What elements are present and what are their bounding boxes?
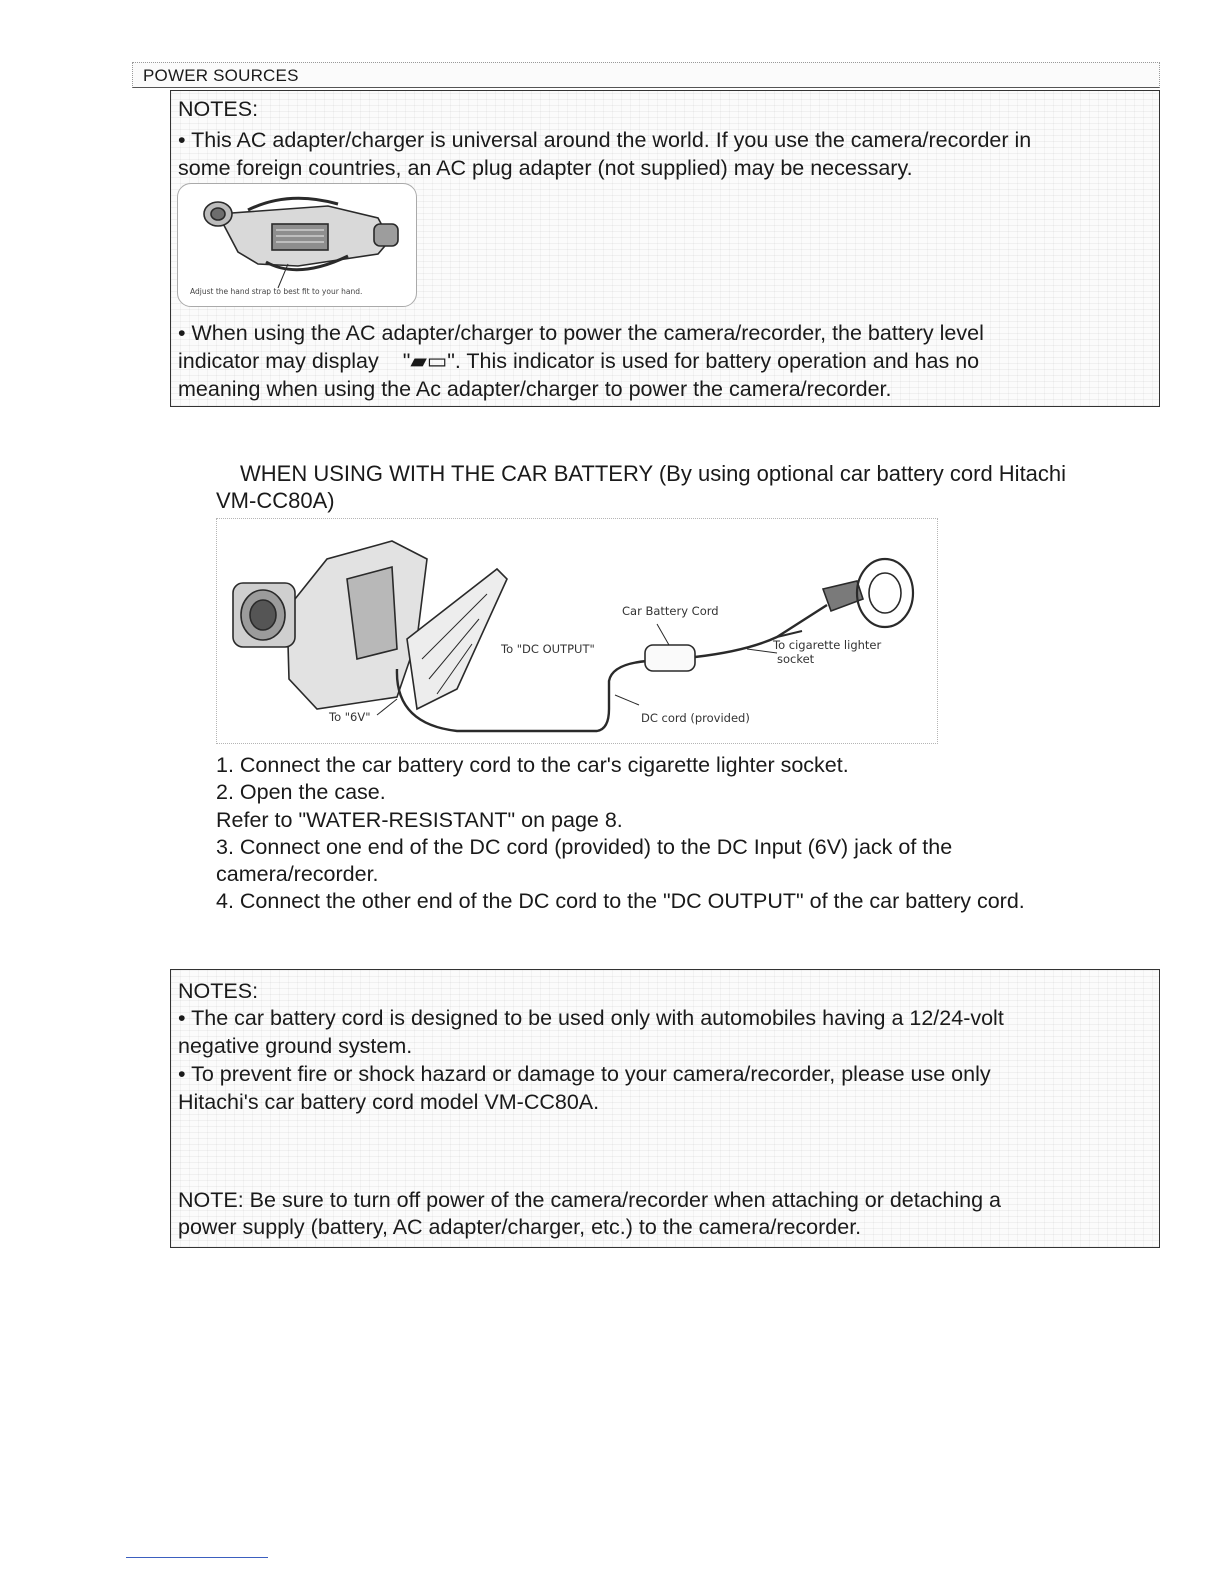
- notes-title: NOTES:: [178, 97, 259, 121]
- camcorder-hand-strap-illustration: [177, 183, 417, 307]
- step-item: 4. Connect the other end of the DC cord to the "DC OUTPUT" of the car battery cord.: [216, 889, 1025, 914]
- note-text: indicator may display: [178, 349, 385, 373]
- label-to-6v: To "6V": [329, 710, 371, 724]
- notes-title: NOTES:: [178, 979, 259, 1003]
- heading-line: WHEN USING WITH THE CAR BATTERY (By using optional car battery cord Hitachi: [240, 461, 1067, 486]
- connection-steps: [216, 752, 1166, 916]
- notes-box-ac-adapter: [170, 90, 1160, 407]
- label-to-cigarette-lighter: To cigarette lighter: [773, 638, 882, 652]
- battery-indicator-icon: "▰▭": [402, 349, 455, 373]
- footer-rule: [126, 1557, 268, 1558]
- camcorder-icon: [178, 184, 416, 306]
- step-item: 3. Connect one end of the DC cord (provided) to the DC Input (6V) jack of the: [216, 834, 953, 859]
- illustration-caption: Adjust the hand strap to best fit to your hand.: [190, 287, 363, 296]
- step-item: 1. Connect the car battery cord to the car's cigarette lighter socket.: [216, 753, 849, 777]
- note-text: Hitachi's car battery cord model VM-CC80A.: [178, 1090, 600, 1114]
- section-title: POWER SOURCES: [143, 66, 299, 85]
- heading-line: VM-CC80A): [216, 488, 335, 513]
- dc-output-adapter: [645, 645, 695, 671]
- note-text: • To prevent fire or shock hazard or damage to your camera/recorder, please use only: [178, 1062, 991, 1086]
- label-to-dc-output: To "DC OUTPUT": [501, 642, 595, 656]
- note-text: NOTE: Be sure to turn off power of the camera/recorder when attaching or detaching a: [178, 1188, 1002, 1212]
- step-item: camera/recorder.: [216, 862, 379, 887]
- label-car-battery-cord: Car Battery Cord: [622, 604, 719, 618]
- note-text: • The car battery cord is designed to be used only with automobiles having a 12/24-volt: [178, 1006, 1004, 1030]
- notes-box-car-battery: [170, 969, 1160, 1248]
- step-item: Refer to "WATER-RESISTANT" on page 8.: [216, 807, 623, 832]
- cigarette-lighter-socket: [857, 559, 913, 627]
- label-socket: socket: [777, 652, 815, 666]
- note-text-with-indicator: [178, 347, 1151, 375]
- note-text: power supply (battery, AC adapter/charger, etc.) to the camera/recorder.: [178, 1215, 862, 1239]
- note-text: meaning when using the Ac adapter/charger to power the camera/recorder.: [178, 377, 892, 401]
- note-text: some foreign countries, an AC plug adapter (not supplied) may be necessary.: [178, 156, 913, 180]
- note-text: negative ground system.: [178, 1034, 413, 1058]
- diagram-svg: [217, 519, 939, 745]
- label-dc-cord: DC cord (provided): [641, 711, 750, 725]
- car-battery-connection-diagram: [216, 518, 938, 744]
- note-text: • This AC adapter/charger is universal around the world. If you use the camera/recorder in: [178, 128, 1032, 152]
- section-header: [132, 62, 1160, 88]
- note-text: . This indicator is used for battery operation and has no: [454, 349, 980, 373]
- car-battery-heading: [216, 460, 1166, 514]
- step-item: 2. Open the case.: [216, 780, 386, 805]
- note-text: • When using the AC adapter/charger to power the camera/recorder, the battery level: [178, 321, 984, 345]
